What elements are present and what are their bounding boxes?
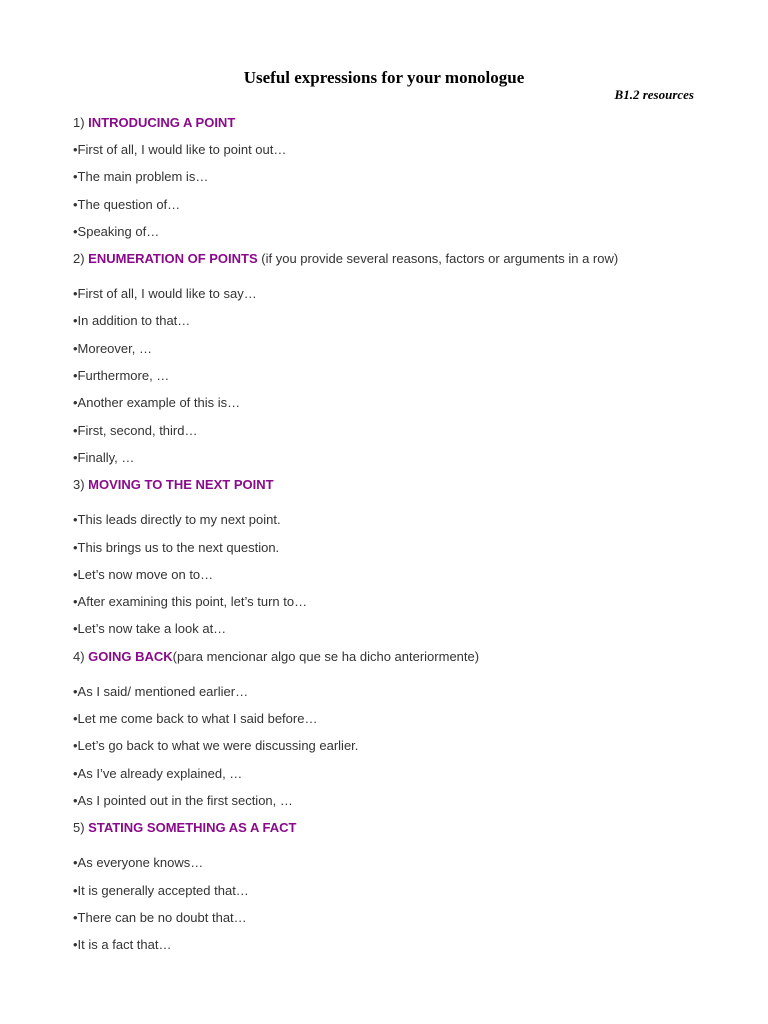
section-title: INTRODUCING A POINT: [88, 115, 236, 130]
section-note: (para mencionar algo que se ha dicho anteriormente): [172, 648, 480, 664]
list-item: •Let’s now take a look at…: [73, 621, 227, 637]
section-number: 5): [73, 820, 89, 836]
section-note: (if you provide several reasons, factors or arguments in a row): [257, 251, 619, 267]
section-title: ENUMERATION OF POINTS: [88, 251, 258, 267]
list-item: •It is a fact that…: [73, 937, 172, 953]
section-number: 2): [73, 251, 89, 267]
section-number: 1): [73, 115, 89, 130]
list-item: •First of all, I would like to point out…: [73, 142, 287, 157]
section-title: MOVING TO THE NEXT POINT: [88, 477, 274, 493]
list-item: •As I pointed out in the first section, …: [73, 792, 293, 808]
list-item: •The question of…: [73, 196, 181, 212]
list-item: •This brings us to the next question.: [73, 539, 280, 555]
list-item: •First of all, I would like to say…: [73, 286, 257, 302]
list-item: •As I said/ mentioned earlier…: [73, 683, 249, 699]
list-item: •Furthermore, …: [73, 368, 170, 384]
section-number: 3): [73, 477, 89, 493]
section-heading-fact: [73, 819, 713, 837]
list-item: •Speaking of…: [73, 223, 160, 239]
list-item: •As everyone knows…: [73, 855, 204, 871]
section-heading-next-point: [73, 476, 713, 494]
list-item: •Moreover, …: [73, 340, 152, 356]
list-item: •Finally, …: [73, 449, 135, 465]
document-subtitle: B1.2 resources: [614, 87, 694, 102]
section-number: 4): [73, 648, 89, 664]
list-item: •This leads directly to my next point.: [73, 512, 281, 528]
document-body: [73, 114, 713, 963]
list-item: •After examining this point, let’s turn to…: [73, 594, 308, 610]
list-item: •First, second, third…: [73, 422, 198, 438]
list-item: •Let’s now move on to…: [73, 566, 214, 582]
section-heading-introducing: [73, 114, 713, 132]
list-item: •The main problem is…: [73, 169, 209, 185]
list-item: •Let’s go back to what we were discussing earlier.: [73, 738, 359, 754]
list-item: •It is generally accepted that…: [73, 882, 249, 898]
section-heading-going-back: [73, 648, 713, 666]
document-title: Useful expressions for your monologue: [243, 68, 525, 87]
list-item: •As I’ve already explained, …: [73, 765, 243, 781]
section-heading-enumeration: [73, 250, 713, 268]
list-item: •In addition to that…: [73, 313, 191, 329]
list-item: •Another example of this is…: [73, 395, 241, 411]
list-item: •There can be no doubt that…: [73, 909, 247, 925]
list-item: •Let me come back to what I said before…: [73, 711, 318, 727]
section-title: GOING BACK: [88, 648, 173, 664]
section-title: STATING SOMETHING AS A FACT: [88, 820, 297, 836]
